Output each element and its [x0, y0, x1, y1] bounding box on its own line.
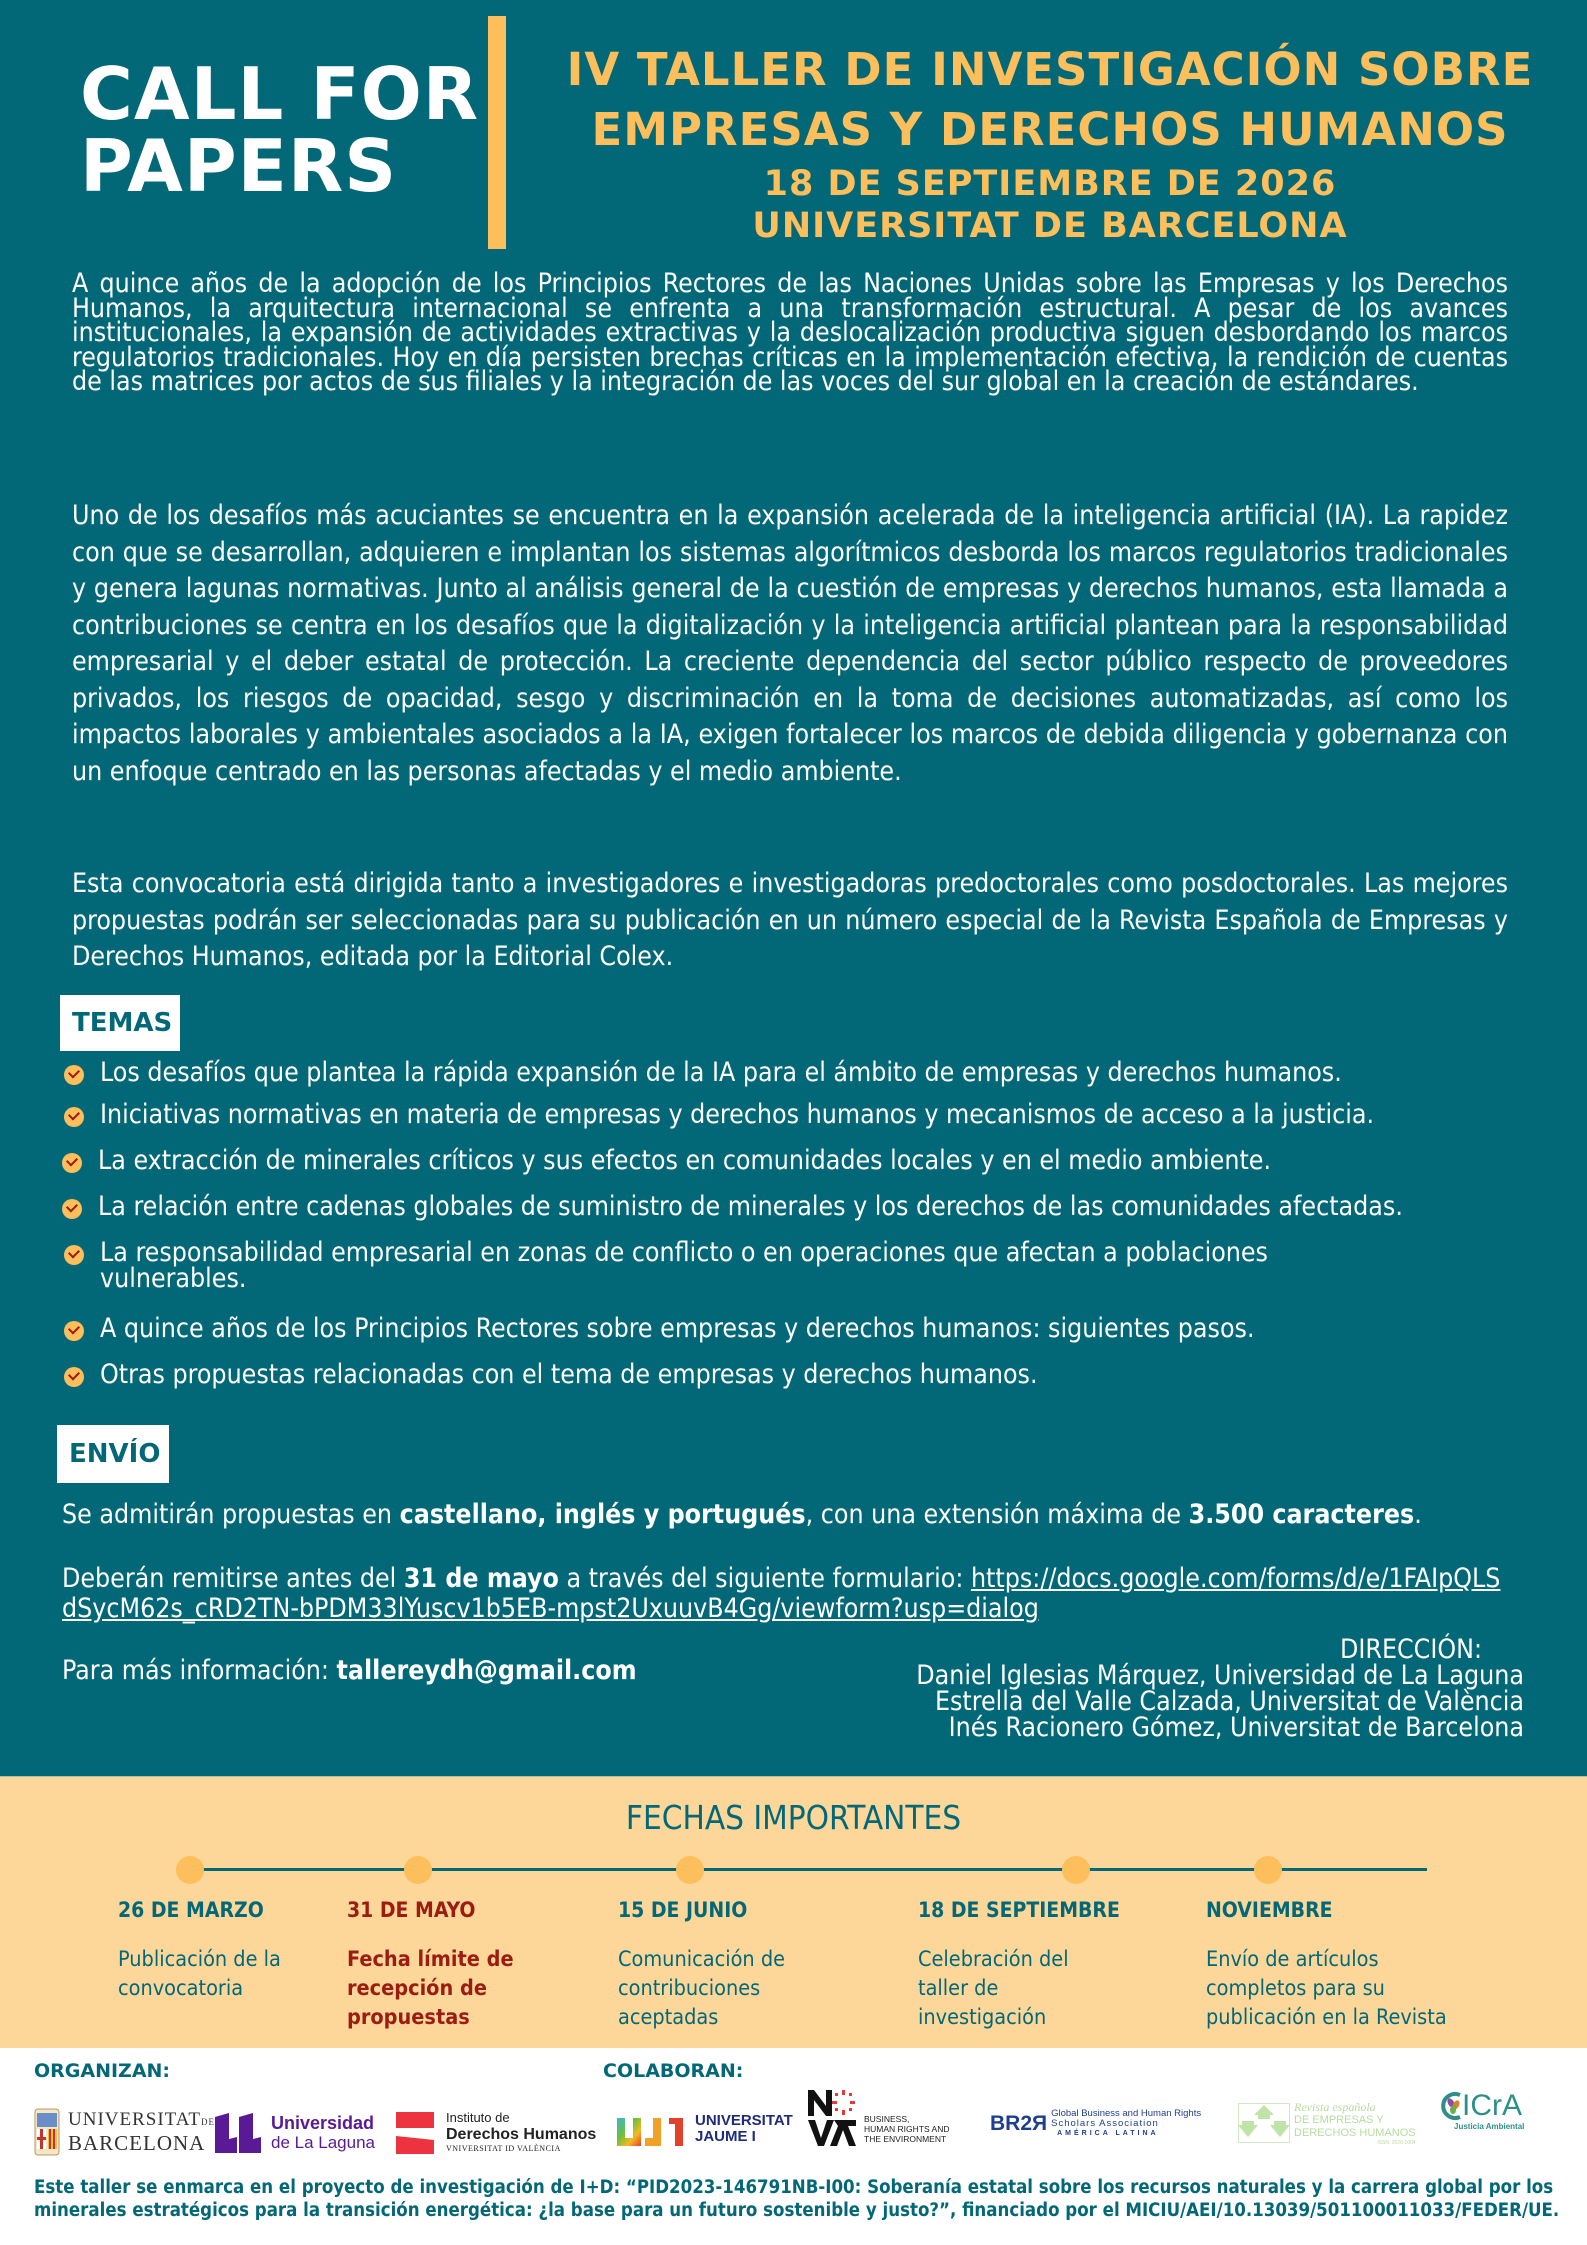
date-description: Comunicación de contribuciones aceptadas	[618, 1947, 786, 2030]
intro-paragraph-1: A quince años de la adopción de los Principios Rectores de las Naciones Unidas sobre las Empresas y los Derechos Humanos, la arquitectura internacional se enfrenta a una transformación estructural. A pesar de los avances institucionales, la expansión de actividades extractivas y la deslocalización productiva siguen desbordando los marcos regulatorios tradicionales. Hoy en día persisten brechas críticas en la implementación efectiva, la rendición de cuentas de las matrices por actos de sus filiales y la integración de las voces del sur global en la creación de estándares.	[72, 268, 1508, 397]
languages-info	[62, 1500, 1422, 1530]
revista-issn: ISSN: 2020-1004	[1377, 2139, 1416, 2146]
deadline-text: Deberán remitirse antes del	[62, 1563, 404, 1594]
topic-item	[62, 1191, 1403, 1222]
cicra-mark: ICrA	[1462, 2089, 1522, 2122]
date-description: Fecha límite de recepción de propuestas	[347, 1947, 514, 2030]
ull-mark-icon	[215, 2113, 261, 2153]
br2r-name-2: Scholars Association	[1051, 2118, 1159, 2129]
revista-name-3: DERECHOS HUMANOS	[1294, 2126, 1416, 2139]
logo-universitat-jaume-i	[617, 2107, 793, 2151]
languages-text: Se admitirán propuestas en	[62, 1499, 400, 1530]
envio-label: ENVÍO	[57, 1425, 169, 1483]
contact-text: Para más información:	[62, 1655, 337, 1686]
date-label: 31 DE MAYO	[347, 1898, 476, 1922]
topic-text: Otras propuestas relacionadas con el tema de empresas y derechos humanos.	[100, 1359, 1038, 1390]
logo-br2r	[990, 2104, 1201, 2144]
revista-arrows-icon	[1238, 2103, 1290, 2143]
direction-block	[916, 1634, 1524, 1743]
event-title-line-2: EMPRESAS Y DERECHOS HUMANOS	[591, 103, 1509, 156]
topic-text: La relación entre cadenas globales de suministro de minerales y los derechos de las comunidades afectadas.	[98, 1191, 1403, 1222]
timeline-dot	[1254, 1856, 1282, 1884]
cfp-line-1: CALL FOR	[80, 52, 480, 136]
topic-text: Iniciativas normativas en materia de empresas y derechos humanos y mecanismos de acceso a la justicia.	[100, 1099, 1375, 1130]
uji-name-1: UNIVERSITAT	[695, 2112, 793, 2129]
check-circle-icon	[64, 1367, 84, 1387]
cicra-subtitle: Justicia Ambiental	[1454, 2122, 1525, 2131]
ub-de: DE	[200, 2117, 215, 2127]
intro-paragraph-2: Uno de los desafíos más acuciantes se encuentra en la expansión acelerada de la inteligencia artificial (IA). La rapidez con que se desarrollan, adquieren e implantan los sistemas algorítmicos desborda los marcos regulatorios tradicionales y genera lagunas normativas. Junto al análisis general de la cuestión de empresas y derechos humanos, esta llamada a contribuciones se centra en los desafíos que la digitalización y la inteligencia artificial plantean para la responsabilidad empresarial y el deber estatal de protección. La creciente dependencia del sector público respecto de proveedores privados, los riesgos de opacidad, sesgo y discriminación en la toma de decisiones automatizadas, así como los impactos laborales y ambientales asociados a la IA, exigen fortalecer los marcos de debida diligencia y gobernanza con un enfoque centrado en las personas afectadas y el medio ambiente.	[72, 500, 1508, 787]
date-item	[618, 1895, 818, 2032]
ub-name-1: UNIVERSITAT	[68, 2109, 201, 2130]
director: Daniel Iglesias Márquez, Universidad de La Laguna	[916, 1660, 1524, 1691]
idh-name-1: Instituto de	[446, 2110, 510, 2125]
date-description: Publicación de la convocatoria	[118, 1947, 281, 2001]
topic-item	[64, 1313, 1255, 1344]
contact-email[interactable]: tallereydh@gmail.com	[336, 1655, 637, 1686]
idh-name-3: VNIVERSITAT ID VALÈNCIA	[446, 2144, 561, 2153]
idh-name-2: Derechos Humanos	[446, 2126, 597, 2143]
logo-cicra	[1440, 2090, 1524, 2152]
topic-item	[62, 1145, 1272, 1176]
event-date: 18 DE SEPTIEMBRE DE 2026	[763, 164, 1337, 204]
submission-form-link[interactable]: https://docs.google.com/forms/d/e/1FAIpQLSdSycM62s_cRD2TN-bPDM33lYuscv1b5EB-mpst2UxuuvB4Gg/viewform?usp=dialog	[62, 1563, 1501, 1624]
br2r-name-3: AMÉRICA LATINA	[1057, 2130, 1159, 2137]
uji-name-2: JAUME I	[695, 2128, 756, 2145]
ull-name-2: de La Laguna	[271, 2133, 375, 2152]
call-for-papers-heading	[80, 52, 480, 208]
period: .	[1414, 1499, 1422, 1530]
topic-text: La extracción de minerales críticos y sus efectos en comunidades locales y en el medio ambiente.	[98, 1145, 1272, 1176]
topic-text: A quince años de los Principios Rectores sobre empresas y derechos humanos: siguientes pasos.	[100, 1313, 1255, 1344]
organizers-label: ORGANIZAN:	[34, 2060, 171, 2082]
check-circle-icon	[62, 1153, 82, 1173]
cfp-line-2: PAPERS	[80, 124, 398, 208]
topic-item	[64, 1057, 1342, 1088]
director: Inés Racionero Gómez, Universitat de Barcelona	[948, 1712, 1524, 1743]
director: Estrella del Valle Calzada, Universitat de València	[934, 1686, 1524, 1717]
revista-name-2: DE EMPRESAS Y	[1294, 2113, 1384, 2126]
languages-bold: castellano, inglés y portugués	[399, 1499, 806, 1530]
intro-paragraph-3: Esta convocatoria está dirigida tanto a investigadores e investigadoras predoctorales como posdoctorales. Las mejores propuestas podrán ser seleccionadas para su publicación en un número especial de la Revista Española de Empresas y Derechos Humanos, editada por la Editorial Colex.	[72, 868, 1508, 972]
check-circle-icon	[64, 1321, 84, 1341]
date-label: 26 DE MARZO	[118, 1898, 264, 1922]
timeline-dot	[1062, 1856, 1090, 1884]
topic-item	[64, 1237, 1394, 1294]
funding-note: Este taller se enmarca en el proyecto de investigación de I+D: “PID2023-146791NB-I00: Soberanía estatal sobre los recursos naturales y la carrera global por los minerales estratégicos para la transición energética: ¿la base para un futuro sostenible y justo?”, financiado por el MICIU/AEI/10.13039/501100011033/FEDER/UE.	[34, 2177, 1560, 2221]
date-item	[918, 1895, 1138, 2032]
form-text: a través del siguiente formulario:	[558, 1563, 971, 1594]
check-circle-icon	[64, 1065, 84, 1085]
nova-name-2: HUMAN RIGHTS AND	[864, 2124, 950, 2134]
date-item-deadline	[347, 1895, 547, 2032]
header-divider	[488, 16, 506, 249]
ull-name-1: Universidad	[271, 2113, 375, 2133]
revista-name-1: Revista española	[1294, 2099, 1376, 2114]
logo-nova	[806, 2088, 949, 2148]
timeline-dot	[676, 1856, 704, 1884]
timeline-dot	[176, 1856, 204, 1884]
event-venue: UNIVERSITAT DE BARCELONA	[752, 206, 1348, 246]
timeline-line	[190, 1868, 1427, 1871]
date-label: 15 DE JUNIO	[618, 1898, 748, 1922]
date-item	[1206, 1895, 1476, 2032]
br2r-mark: BR2Я	[990, 2112, 1048, 2135]
length-bold: 3.500 caracteres	[1188, 1499, 1415, 1530]
check-circle-icon	[62, 1199, 82, 1219]
topic-item	[64, 1099, 1375, 1130]
dates-title: FECHAS IMPORTANTES	[625, 1798, 962, 1837]
nova-name-1: BUSINESS,	[864, 2114, 910, 2124]
direction-label: DIRECCIÓN:	[1340, 1634, 1482, 1665]
ub-shield-icon	[34, 2107, 60, 2157]
logo-universitat-barcelona	[34, 2105, 215, 2159]
uji-mark-icon	[617, 2112, 687, 2146]
nova-name-3: THE ENVIRONMENT	[864, 2134, 947, 2144]
logo-revista-empresas-derechos-humanos	[1238, 2098, 1416, 2148]
date-description: Envío de artículos completos para su publicación en la Revista	[1206, 1947, 1447, 2030]
topic-text: Los desafíos que plantea la rápida expansión de la IA para el ámbito de empresas y derechos humanos.	[100, 1057, 1342, 1088]
deadline-bold: 31 de mayo	[403, 1563, 559, 1594]
timeline-dot	[404, 1856, 432, 1884]
logo-instituto-derechos-humanos	[396, 2104, 596, 2160]
idh-mark-icon	[396, 2110, 434, 2154]
date-description: Celebración del taller de investigación	[918, 1947, 1069, 2030]
deadline-info	[62, 1564, 1502, 1624]
length-text: , con una extensión máxima de	[805, 1499, 1189, 1530]
check-circle-icon	[64, 1245, 84, 1265]
nova-mark-icon	[806, 2088, 858, 2148]
collaborators-label: COLABORAN:	[603, 2060, 744, 2082]
date-item	[118, 1895, 318, 2003]
date-label: 18 DE SEPTIEMBRE	[918, 1898, 1120, 1922]
ub-name-2: BARCELONA	[68, 2131, 206, 2155]
temas-label: TEMAS	[60, 995, 180, 1051]
topic-item	[64, 1359, 1038, 1390]
check-circle-icon	[64, 1107, 84, 1127]
event-title-line-1: IV TALLER DE INVESTIGACIÓN SOBRE	[566, 43, 1534, 96]
date-label: NOVIEMBRE	[1206, 1898, 1333, 1922]
logo-universidad-la-laguna	[215, 2108, 375, 2158]
cicra-leaf-icon	[1440, 2091, 1462, 2121]
topic-text: La responsabilidad empresarial en zonas de conflicto o en operaciones que afectan a poblaciones vulnerables.	[100, 1237, 1268, 1294]
contact-info	[62, 1656, 637, 1686]
br2r-name-1: Global Business and Human Rights	[1051, 2108, 1202, 2119]
